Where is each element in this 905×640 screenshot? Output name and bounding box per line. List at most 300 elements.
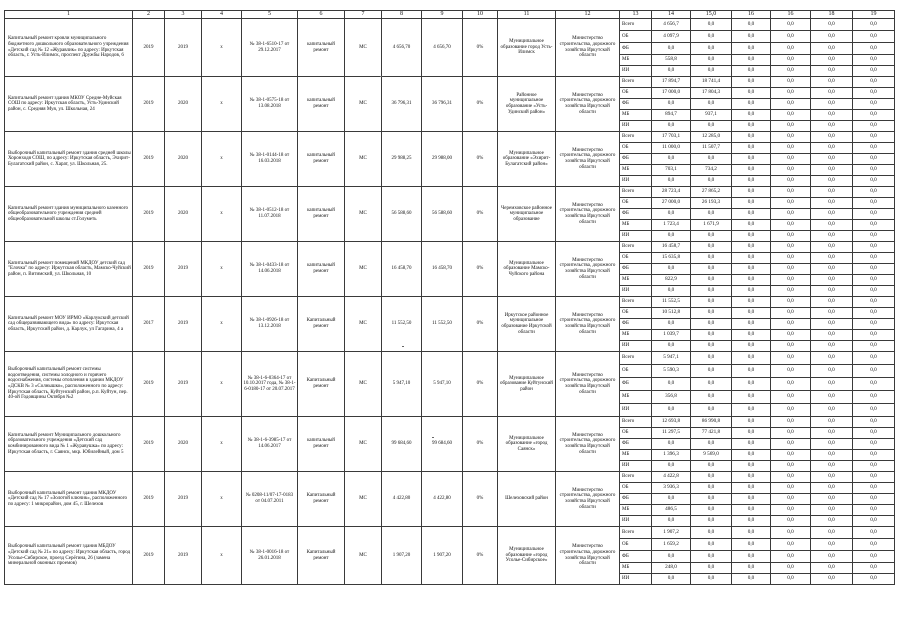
responsible-executor: Министерство строительства, дорожного хозяйства Иркутской области [556,417,620,472]
funding-value: 0,0 [771,404,811,417]
funding-source: ФБ [620,319,652,330]
funding-source: ИИ [620,231,652,242]
work-type: капитальный ремонт [298,19,345,77]
funding-source: Всего [620,242,652,253]
funding-value: 0,0 [811,88,853,99]
funding-value: 0,0 [691,253,732,264]
table-row [5,132,895,143]
funding-value: 0,0 [732,472,771,483]
funding-value: 0,0 [853,439,895,450]
funding-value: 0,0 [811,297,853,308]
funding-value: 0,0 [771,428,811,439]
estimated-cost: 99 684,60 [382,417,422,472]
funding-value: 0,0 [691,66,732,77]
funding-value: 0,0 [853,365,895,378]
end-year: 2020 [165,417,202,472]
funding-value: 0,0 [652,286,691,297]
capacity: х [202,19,242,77]
funding-value: 0,0 [811,165,853,176]
funding-value: 3 936,3 [652,483,691,494]
expertise-conclusion: № 38-1-6-0364-17 от 10.10.2017 года, № 38-1-6-0180-17 от 20.07.2017 [242,352,298,417]
funding-value: 0,0 [691,297,732,308]
funding-value: 0,0 [771,527,811,539]
readiness-percent: 0% [463,242,498,297]
funding-value: 0,0 [652,176,691,187]
scan-mark [432,437,434,438]
end-year: 2019 [165,242,202,297]
work-type: капитальный ремонт [298,417,345,472]
funding-value: 0,0 [853,176,895,187]
funding-value: 0,0 [853,417,895,428]
municipality: Муниципальное образование Мамско-Чуйского района [498,242,556,297]
funding-value: 0,0 [771,31,811,43]
funding-value: 0,0 [811,563,853,574]
funding-value: 248,0 [652,563,691,574]
end-year: 2020 [165,132,202,187]
object-description: Капитальный ремонт здания муниципального казенного общеобразовательного учреждения средней общеобразовательной школы ст.Голуметь [5,187,133,242]
funding-value: 0,0 [771,154,811,165]
object-description: Капитальный ремонт кровли муниципального бюджетного дошкольного образовательного учреждения «Детский сад № 12 «Журавлик» по адресу: Иркутская область, г. Усть-Илимск, проспект Дружбы Народов, 6 [5,19,133,77]
funding-value: 12 693,8 [652,417,691,428]
funding-value: 0,0 [811,154,853,165]
funding-value: 0,0 [771,352,811,365]
funding-value: 0,0 [691,527,732,539]
funding-value: 0,0 [811,19,853,31]
ownership: МС [345,352,382,417]
funding-value: 0,0 [771,143,811,154]
funding-value: 0,0 [853,330,895,341]
expertise-conclusion: № 38-1-0433-18 от 14.06.2018 [242,242,298,297]
funding-value: 0,0 [811,461,853,472]
funding-value: 4 097,9 [652,31,691,43]
column-number: 19 [853,11,895,19]
funding-value: 0,0 [732,551,771,563]
funding-value: 0,0 [853,66,895,77]
funding-value: 0,0 [652,439,691,450]
start-year: 2019 [133,187,165,242]
readiness-percent: 0% [463,527,498,585]
estimated-cost: 4 422,80 [382,472,422,527]
funding-value: 0,0 [691,275,732,286]
funding-value: 0,0 [811,404,853,417]
funding-value: 11 507,7 [691,143,732,154]
column-number-row [5,11,895,19]
funding-value: 0,0 [691,439,732,450]
start-year: 2019 [133,527,165,585]
funding-value: 0,0 [853,187,895,198]
capacity: х [202,527,242,585]
expertise-conclusion: № 38-1-0512-18 от 11.07.2018 [242,187,298,242]
table-row [5,472,895,483]
funding-value: 0,0 [771,132,811,143]
funding-value: 0,0 [811,66,853,77]
funding-source: ОБ [620,31,652,43]
funding-value: 0,0 [652,121,691,132]
funding-value: 0,0 [811,132,853,143]
funding-value: 0,0 [732,19,771,31]
funding-source: ФБ [620,378,652,391]
expertise-conclusion: № 38-1-0926-18 от 13.12.2018 [242,297,298,352]
funding-value: 0,0 [732,505,771,516]
readiness-percent: 0% [463,472,498,527]
start-year: 2019 [133,472,165,527]
funding-value: 0,0 [853,77,895,88]
ownership: МС [345,472,382,527]
funding-value: 0,0 [853,19,895,31]
funding-value: 0,0 [652,461,691,472]
funding-value: 0,0 [771,516,811,527]
funding-value: 11 552,5 [652,297,691,308]
start-year: 2019 [133,417,165,472]
funding-value: 0,0 [771,77,811,88]
municipality: Муниципальное образование «город Усолье-Сибирское» [498,527,556,585]
funding-value: 0,0 [811,43,853,55]
funding-value: 0,0 [732,494,771,505]
funding-value: 1 671,9 [691,220,732,231]
remaining-cost: 56 588,60 [422,187,463,242]
funding-value: 0,0 [771,286,811,297]
funding-source: ФБ [620,99,652,110]
funding-value: 0,0 [771,365,811,378]
work-type: капитальный ремонт [298,242,345,297]
funding-value: 0,0 [732,209,771,220]
column-number: 18 [811,11,853,19]
funding-value: 0,0 [732,439,771,450]
municipality: Муниципальное образование Куйтунский район [498,352,556,417]
funding-value: 27 865,2 [691,187,732,198]
funding-value: 0,0 [771,253,811,264]
funding-value: 0,0 [811,187,853,198]
funding-source: ОБ [620,143,652,154]
funding-value: 11 297,5 [652,428,691,439]
scan-mark [402,346,404,347]
funding-value: 0,0 [732,461,771,472]
funding-value: 0,0 [771,88,811,99]
funding-value: 0,0 [853,286,895,297]
funding-value: 0,0 [811,472,853,483]
funding-value: 0,0 [771,99,811,110]
funding-value: 0,0 [811,439,853,450]
column-number: 14 [652,11,691,19]
funding-value: 0,0 [853,31,895,43]
funding-source: Всего [620,187,652,198]
funding-value: 356,8 [652,391,691,404]
column-number: 9 [422,11,463,19]
funding-value: 0,0 [771,461,811,472]
funding-value: 0,0 [691,461,732,472]
funding-value: 0,0 [771,391,811,404]
funding-value: 0,0 [691,472,732,483]
readiness-percent: 0% [463,19,498,77]
funding-value: 0,0 [771,275,811,286]
funding-value: 18 741,4 [691,77,732,88]
start-year: 2017 [133,297,165,352]
funding-value: 0,0 [732,55,771,66]
column-number: 2 [133,11,165,19]
funding-value: 0,0 [732,253,771,264]
funding-value: 0,0 [732,428,771,439]
readiness-percent: 0% [463,132,498,187]
funding-source: ФБ [620,209,652,220]
object-description: Выборочный капитальный ремонт системы водоотведения, системы холодного и горячего водоснабжения, системы отопления в здании МКДОУ «ДСКВ № 3 «Солнышко», расположенного по адресу: Иркутская область, Куйтунский район, р.п. Куйтун, пер. 40-ой Годовщины Октября №2 [5,352,133,417]
municipality: Муниципальное образование «Эхирит-Булагатский район» [498,132,556,187]
column-number: 8 [382,11,422,19]
funding-value: 0,0 [691,264,732,275]
funding-value: 0,0 [771,494,811,505]
funding-value: 0,0 [732,220,771,231]
ownership: МС [345,242,382,297]
end-year: 2019 [165,297,202,352]
funding-value: 0,0 [691,176,732,187]
funding-value: 9 569,0 [691,450,732,461]
funding-value: 11 000,0 [652,143,691,154]
remaining-cost: 4 422,80 [422,472,463,527]
funding-value: 0,0 [732,143,771,154]
funding-value: 0,0 [691,330,732,341]
responsible-executor: Министерство строительства, дорожного хозяйства Иркутской области [556,472,620,527]
ownership: МС [345,527,382,585]
estimated-cost: 4 656,70 [382,19,422,77]
funding-value: 0,0 [811,308,853,319]
estimated-cost: 36 796,31 [382,77,422,132]
funding-value: 86 990,8 [691,417,732,428]
remaining-cost: 36 796,31 [422,77,463,132]
municipality: Черемховское районное муниципальное образование [498,187,556,242]
table-row [5,297,895,308]
funding-value: 0,0 [853,472,895,483]
estimated-cost: 16 458,70 [382,242,422,297]
remaining-cost: 16 458,70 [422,242,463,297]
funding-source: Всего [620,77,652,88]
funding-value: 0,0 [691,563,732,574]
funding-value: 0,0 [853,198,895,209]
funding-value: 0,0 [732,365,771,378]
ownership: МС [345,417,382,472]
funding-source: ОБ [620,483,652,494]
funding-value: 0,0 [853,132,895,143]
estimated-cost: 11 552,50 [382,297,422,352]
funding-value: 0,0 [771,563,811,574]
work-type: Капитальный ремонт [298,472,345,527]
municipality: Муниципальное образование «город Саянск» [498,417,556,472]
funding-value: 0,0 [811,428,853,439]
end-year: 2019 [165,472,202,527]
funding-value: 703,1 [652,165,691,176]
object-description: Выборочный капитальный ремонт здания МКДОУ «Детский сад № 17 «Золотой ключик», расположенного по адресу: 1 микрорайон, дом 45, г. Шелехов [5,472,133,527]
funding-value: 0,0 [691,539,732,551]
funding-value: 0,0 [811,539,853,551]
funding-value: 0,0 [853,99,895,110]
work-type: Капитальный ремонт [298,527,345,585]
funding-value: 10 512,8 [652,308,691,319]
municipality: Шелеховский район [498,472,556,527]
funding-value: 0,0 [732,527,771,539]
expertise-conclusion: № 38-1-0016-18 от 26.01.2018 [242,527,298,585]
funding-value: 0,0 [853,242,895,253]
funding-value: 0,0 [853,378,895,391]
funding-value: 0,0 [652,341,691,352]
end-year: 2019 [165,527,202,585]
funding-value: 0,0 [811,494,853,505]
funding-value: 0,0 [811,121,853,132]
funding-value: 0,0 [732,483,771,494]
funding-value: 0,0 [853,253,895,264]
funding-value: 0,0 [853,110,895,121]
funding-value: 0,0 [652,574,691,585]
end-year: 2019 [165,19,202,77]
funding-value: 0,0 [771,341,811,352]
expertise-conclusion: № 0208-11/07-17-0183 от 04.07.2011 [242,472,298,527]
funding-value: 0,0 [691,505,732,516]
column-number: 12 [556,11,620,19]
funding-value: 0,0 [853,275,895,286]
funding-value: 17 894,7 [652,77,691,88]
funding-source: ОБ [620,88,652,99]
funding-value: 0,0 [691,231,732,242]
object-description: Капитальный ремонт помещений МКДОУ детский сад "Елочка" по адресу: Иркутская область, Мамско-Чуйский район, п. Витимский, ул. Школьная, 10 [5,242,133,297]
funding-value: 0,0 [771,19,811,31]
funding-value: 0,0 [811,391,853,404]
capacity: х [202,352,242,417]
expertise-conclusion: № 38-1-0575-18 от 13.08.2018 [242,77,298,132]
funding-value: 558,8 [652,55,691,66]
funding-value: 0,0 [811,378,853,391]
funding-source: Всего [620,352,652,365]
funding-value: 0,0 [732,404,771,417]
funding-value: 0,0 [652,494,691,505]
funding-value: 0,0 [652,99,691,110]
funding-source: Всего [620,527,652,539]
funding-value: 0,0 [691,19,732,31]
funding-value: 0,0 [691,154,732,165]
funding-value: 0,0 [771,505,811,516]
work-type: Капитальный ремонт [298,352,345,417]
expertise-conclusion: № 38-1-6-3985-17 от 14.06.2017 [242,417,298,472]
funding-value: 0,0 [853,483,895,494]
start-year: 2019 [133,242,165,297]
funding-value: 0,0 [691,242,732,253]
table-row [5,187,895,198]
funding-value: 0,0 [691,209,732,220]
funding-value: 0,0 [811,242,853,253]
funding-value: 0,0 [732,99,771,110]
funding-value: 26 193,3 [691,198,732,209]
funding-value: 0,0 [811,99,853,110]
funding-value: 0,0 [771,330,811,341]
funding-value: 0,0 [811,574,853,585]
funding-value: 0,0 [811,352,853,365]
funding-value: 0,0 [811,176,853,187]
funding-value: 0,0 [771,209,811,220]
funding-source: ФБ [620,551,652,563]
funding-value: 0,0 [691,352,732,365]
funding-value: 0,0 [732,198,771,209]
funding-value: 486,5 [652,505,691,516]
end-year: 2020 [165,77,202,132]
funding-source: ОБ [620,308,652,319]
funding-value: 0,0 [853,428,895,439]
funding-source: ФБ [620,154,652,165]
funding-value: 0,0 [652,404,691,417]
funding-value: 0,0 [853,209,895,220]
readiness-percent: 0% [463,417,498,472]
funding-source: ФБ [620,494,652,505]
capacity: х [202,242,242,297]
funding-value: 0,0 [732,77,771,88]
responsible-executor: Министерство строительства, дорожного хозяйства Иркутской области [556,352,620,417]
funding-value: 0,0 [732,66,771,77]
funding-value: 0,0 [771,417,811,428]
funding-value: 0,0 [732,319,771,330]
funding-value: 822,9 [652,275,691,286]
column-number: 11 [498,11,556,19]
funding-source: МБ [620,505,652,516]
column-number: 3 [165,11,202,19]
funding-value: 0,0 [853,88,895,99]
funding-value: 0,0 [771,297,811,308]
table-row [5,77,895,88]
readiness-percent: 0% [463,77,498,132]
funding-value: 0,0 [732,187,771,198]
funding-value: 0,0 [691,365,732,378]
object-description: Выборочный капитальный ремонт здания МБДОУ «Детский сад № 21» по адресу: Иркутская область, город Усолье-Сибирское, проезд Серёгина, 26 (замена минеральной оконных проемов) [5,527,133,585]
funding-source: ИИ [620,574,652,585]
object-description: Капитальный ремонт Муниципального дошкольного образовательного учреждения «Детский сад комбинированного вида № 1 «Журавушка» по адресу: Иркутская область, г. Саянск, мкр. Юбилейный, дом 5 [5,417,133,472]
funding-value: 0,0 [691,319,732,330]
funding-value: 0,0 [652,551,691,563]
funding-value: 0,0 [811,483,853,494]
funding-value: 894,7 [652,110,691,121]
funding-source: ОБ [620,253,652,264]
funding-source: МБ [620,55,652,66]
funding-value: 0,0 [691,551,732,563]
funding-value: 0,0 [652,516,691,527]
funding-value: 0,0 [811,527,853,539]
funding-value: 0,0 [732,264,771,275]
funding-value: 0,0 [811,330,853,341]
funding-value: 0,0 [771,55,811,66]
funding-source: ИИ [620,176,652,187]
funding-value: 0,0 [732,330,771,341]
municipality: Муниципальное образование город Усть-Илимск [498,19,556,77]
funding-value: 0,0 [853,391,895,404]
funding-value: 0,0 [771,551,811,563]
funding-value: 0,0 [811,450,853,461]
funding-value: 17 804,3 [691,88,732,99]
funding-value: 0,0 [811,275,853,286]
funding-value: 0,0 [853,494,895,505]
funding-value: 0,0 [811,198,853,209]
funding-value: 0,0 [771,319,811,330]
funding-value: 937,1 [691,110,732,121]
funding-source: ИИ [620,341,652,352]
responsible-executor: Министерство строительства, дорожного хозяйства Иркутской области [556,132,620,187]
funding-source: ОБ [620,428,652,439]
funding-source: Всего [620,472,652,483]
funding-value: 0,0 [771,574,811,585]
funding-value: 0,0 [691,31,732,43]
funding-source: ФБ [620,439,652,450]
ownership: МС [345,132,382,187]
funding-value: 0,0 [652,43,691,55]
funding-value: 0,0 [811,319,853,330]
readiness-percent: 0% [463,297,498,352]
funding-value: 0,0 [853,527,895,539]
funding-value: 0,0 [652,66,691,77]
funding-value: 0,0 [811,77,853,88]
funding-value: 0,0 [771,308,811,319]
funding-source: Всего [620,297,652,308]
